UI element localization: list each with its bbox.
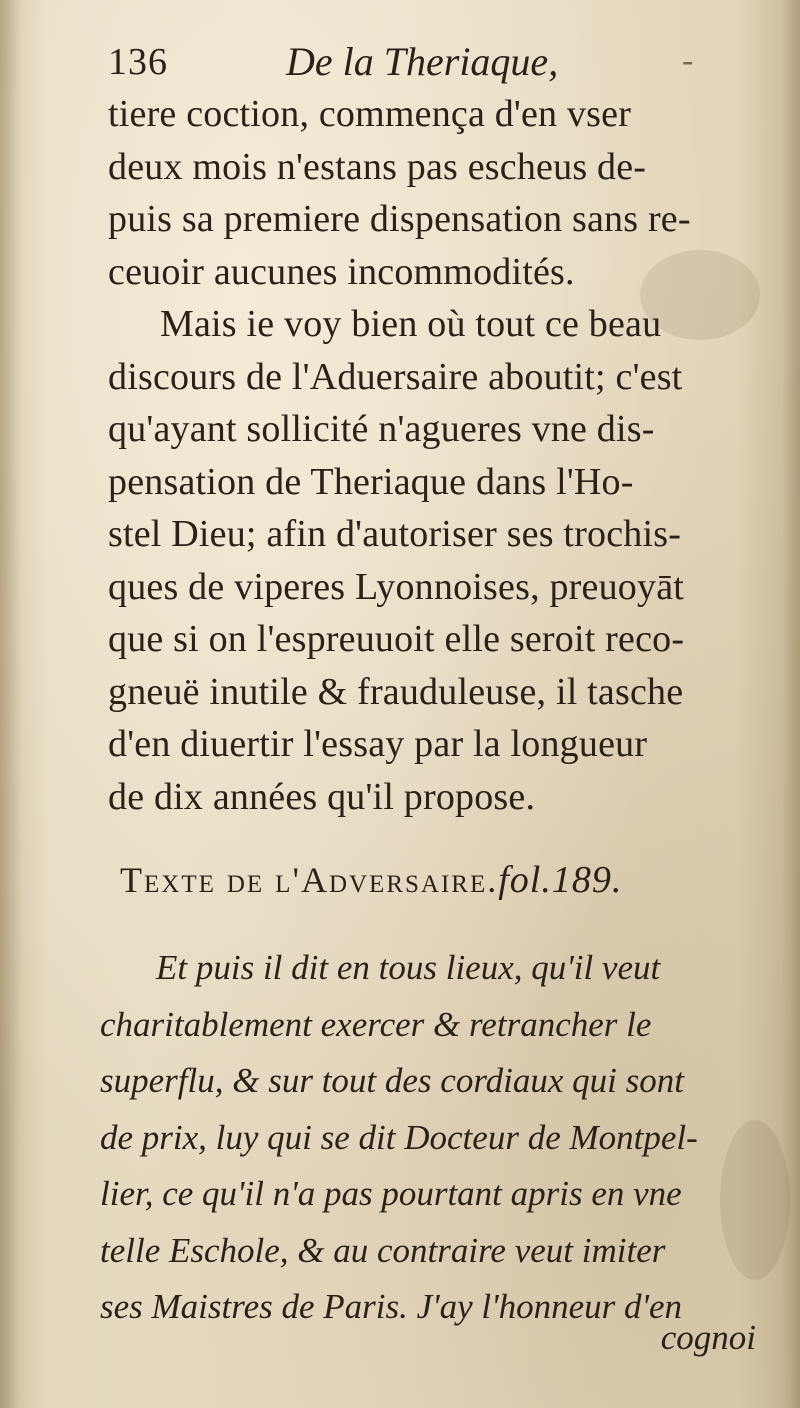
text-line: discours de l'Aduersaire aboutit; c'est (108, 355, 683, 398)
quote-line: superflu, & sur tout des cordiaux qui sont (100, 1061, 684, 1100)
text-line: que si on l'espreuuoit elle seroit reco- (108, 618, 685, 660)
header-dash: - (682, 42, 694, 79)
text-line: d'en diuertir l'essay par la longueur (108, 723, 648, 765)
text-line: pensation de Theriaque dans l'Ho- (108, 460, 634, 503)
text-line: gneuë inutile & frauduleuse, il tasche (108, 670, 684, 713)
page-number: 136 (108, 41, 168, 83)
quote-line: Et puis il dit en tous lieux, qu'il veut (156, 948, 661, 987)
text-line: ceuoir aucunes incommodités. (108, 250, 575, 293)
text-line: puis sa premiere dispensation sans re- (108, 198, 691, 240)
quote-line: charitablement exercer & retrancher le (100, 1004, 652, 1044)
text-line: deux mois n'estans pas escheus de- (108, 145, 647, 188)
text-line: tiere coction, commença d'en vser (108, 93, 632, 135)
paragraph-block (108, 88, 780, 823)
quotation-block (100, 940, 780, 1336)
text-line: ques de viperes Lyonnoises, preuoyāt (108, 565, 685, 608)
folio-reference: fol.189. (498, 859, 623, 901)
text-line: Mais ie voy bien où tout ce beau (160, 303, 662, 345)
quote-line: ses Maistres de Paris. J'ay l'honneur d'en (100, 1287, 683, 1326)
quote-line: de prix, luy qui se dit Docteur de Montpel- (100, 1117, 698, 1157)
quote-line: telle Eschole, & au contraire veut imiter (100, 1230, 666, 1270)
text-line: qu'ayant sollicité n'agueres vne dis- (108, 408, 655, 450)
page-header (108, 30, 768, 90)
section-heading-text: Texte de l'Adversaire. (120, 860, 499, 900)
text-line: stel Dieu; afin d'autoriser ses trochis- (108, 513, 682, 555)
text-line: de dix années qu'il propose. (108, 775, 536, 818)
quote-line: lier, ce qu'il n'a pas pourtant apris en vne (100, 1174, 682, 1213)
section-heading (120, 858, 622, 902)
running-title: De la Theriaque, (286, 39, 559, 84)
catchword: cognoi (660, 1318, 756, 1357)
